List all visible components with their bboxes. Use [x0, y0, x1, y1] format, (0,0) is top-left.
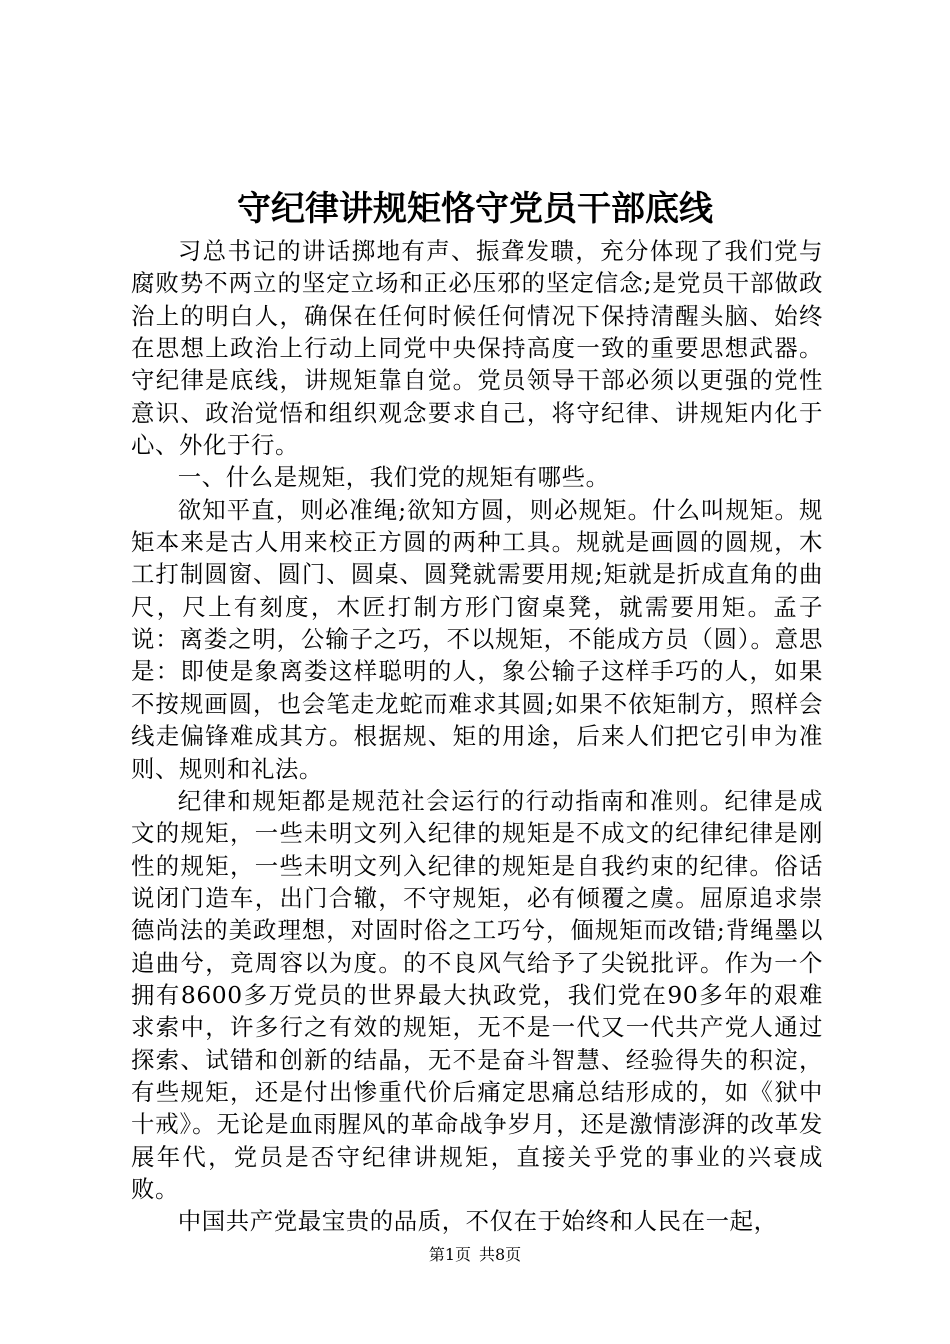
- section-heading-1: 一、什么是规矩，我们党的规矩有哪些。: [177, 463, 610, 492]
- document-body: [131, 235, 823, 1238]
- page-number: 第1页: [428, 1245, 471, 1264]
- paragraph-rules-origin: 欲知平直，则必准绳;欲知方圆，则必规矩。什么叫规矩。规矩本来是古人用来校正方圆的两种工具。规就是画圆的圆规，木工打制圆窗、圆门、圆桌、圆凳就需要用规;矩就是折成直角的曲尺，尺上有刻度，木匠打制方形门窗桌凳，就需要用矩。孟子说：离娄之明，公输子之巧，不以规矩，不能成方员（圆）。意思是：即使是象离娄这样聪明的人，象公输子这样手巧的人，如果不按规画圆，也会笔走龙蛇而难求其圆;如果不依矩制方，照样会线走偏锋难成其方。根据规、矩的用途，后来人们把它引申为准则、规则和礼法。: [131, 495, 823, 783]
- paragraph-intro: 习总书记的讲话掷地有声、振聋发聩，充分体现了我们党与腐败势不两立的坚定立场和正必压邪的坚定信念;是党员干部做政治上的明白人，确保在任何时候任何情况下保持清醒头脑、始终在思想上政治上行动上同党中央保持高度一致的重要思想武器。守纪律是底线，讲规矩靠自觉。党员领导干部必须以更强的党性意识、政治觉悟和组织观念要求自己，将守纪律、讲规矩内化于心、外化于行。: [131, 237, 823, 460]
- page-total: 共8页: [479, 1245, 522, 1264]
- paragraph-discipline: 纪律和规矩都是规范社会运行的行动指南和准则。纪律是成文的规矩，一些未明文列入纪律的规矩是不成文的纪律纪律是刚性的规矩，一些未明文列入纪律的规矩是自我约束的纪律。俗话说闭门造车，出门合辙，不守规矩，必有倾覆之虞。屈原追求崇德尚法的美政理想，对固时俗之工巧兮，偭规矩而改错;背绳墨以追曲兮，竞周容以为度。的不良风气给予了尖锐批评。作为一个拥有8600多万党员的世界最大执政党，我们党在90多年的艰难求索中，许多行之有效的规矩，无不是一代又一代共产党人通过探索、试错和创新的结晶，无不是奋斗智慧、经验得失的积淀，有些规矩，还是付出惨重代价后痛定思痛总结形成的，如《狱中十戒》。无论是血雨腥风的革命战争岁月，还是激情澎湃的改革发展年代，党员是否守纪律讲规矩，直接关乎党的事业的兴衰成败。: [131, 786, 823, 1203]
- paragraph-party-quality: 中国共产党最宝贵的品质，不仅在于始终和人民在一起，: [177, 1207, 778, 1236]
- page-footer: [0, 1244, 950, 1266]
- document-title: 守纪律讲规矩恪守党员干部底线: [237, 189, 713, 229]
